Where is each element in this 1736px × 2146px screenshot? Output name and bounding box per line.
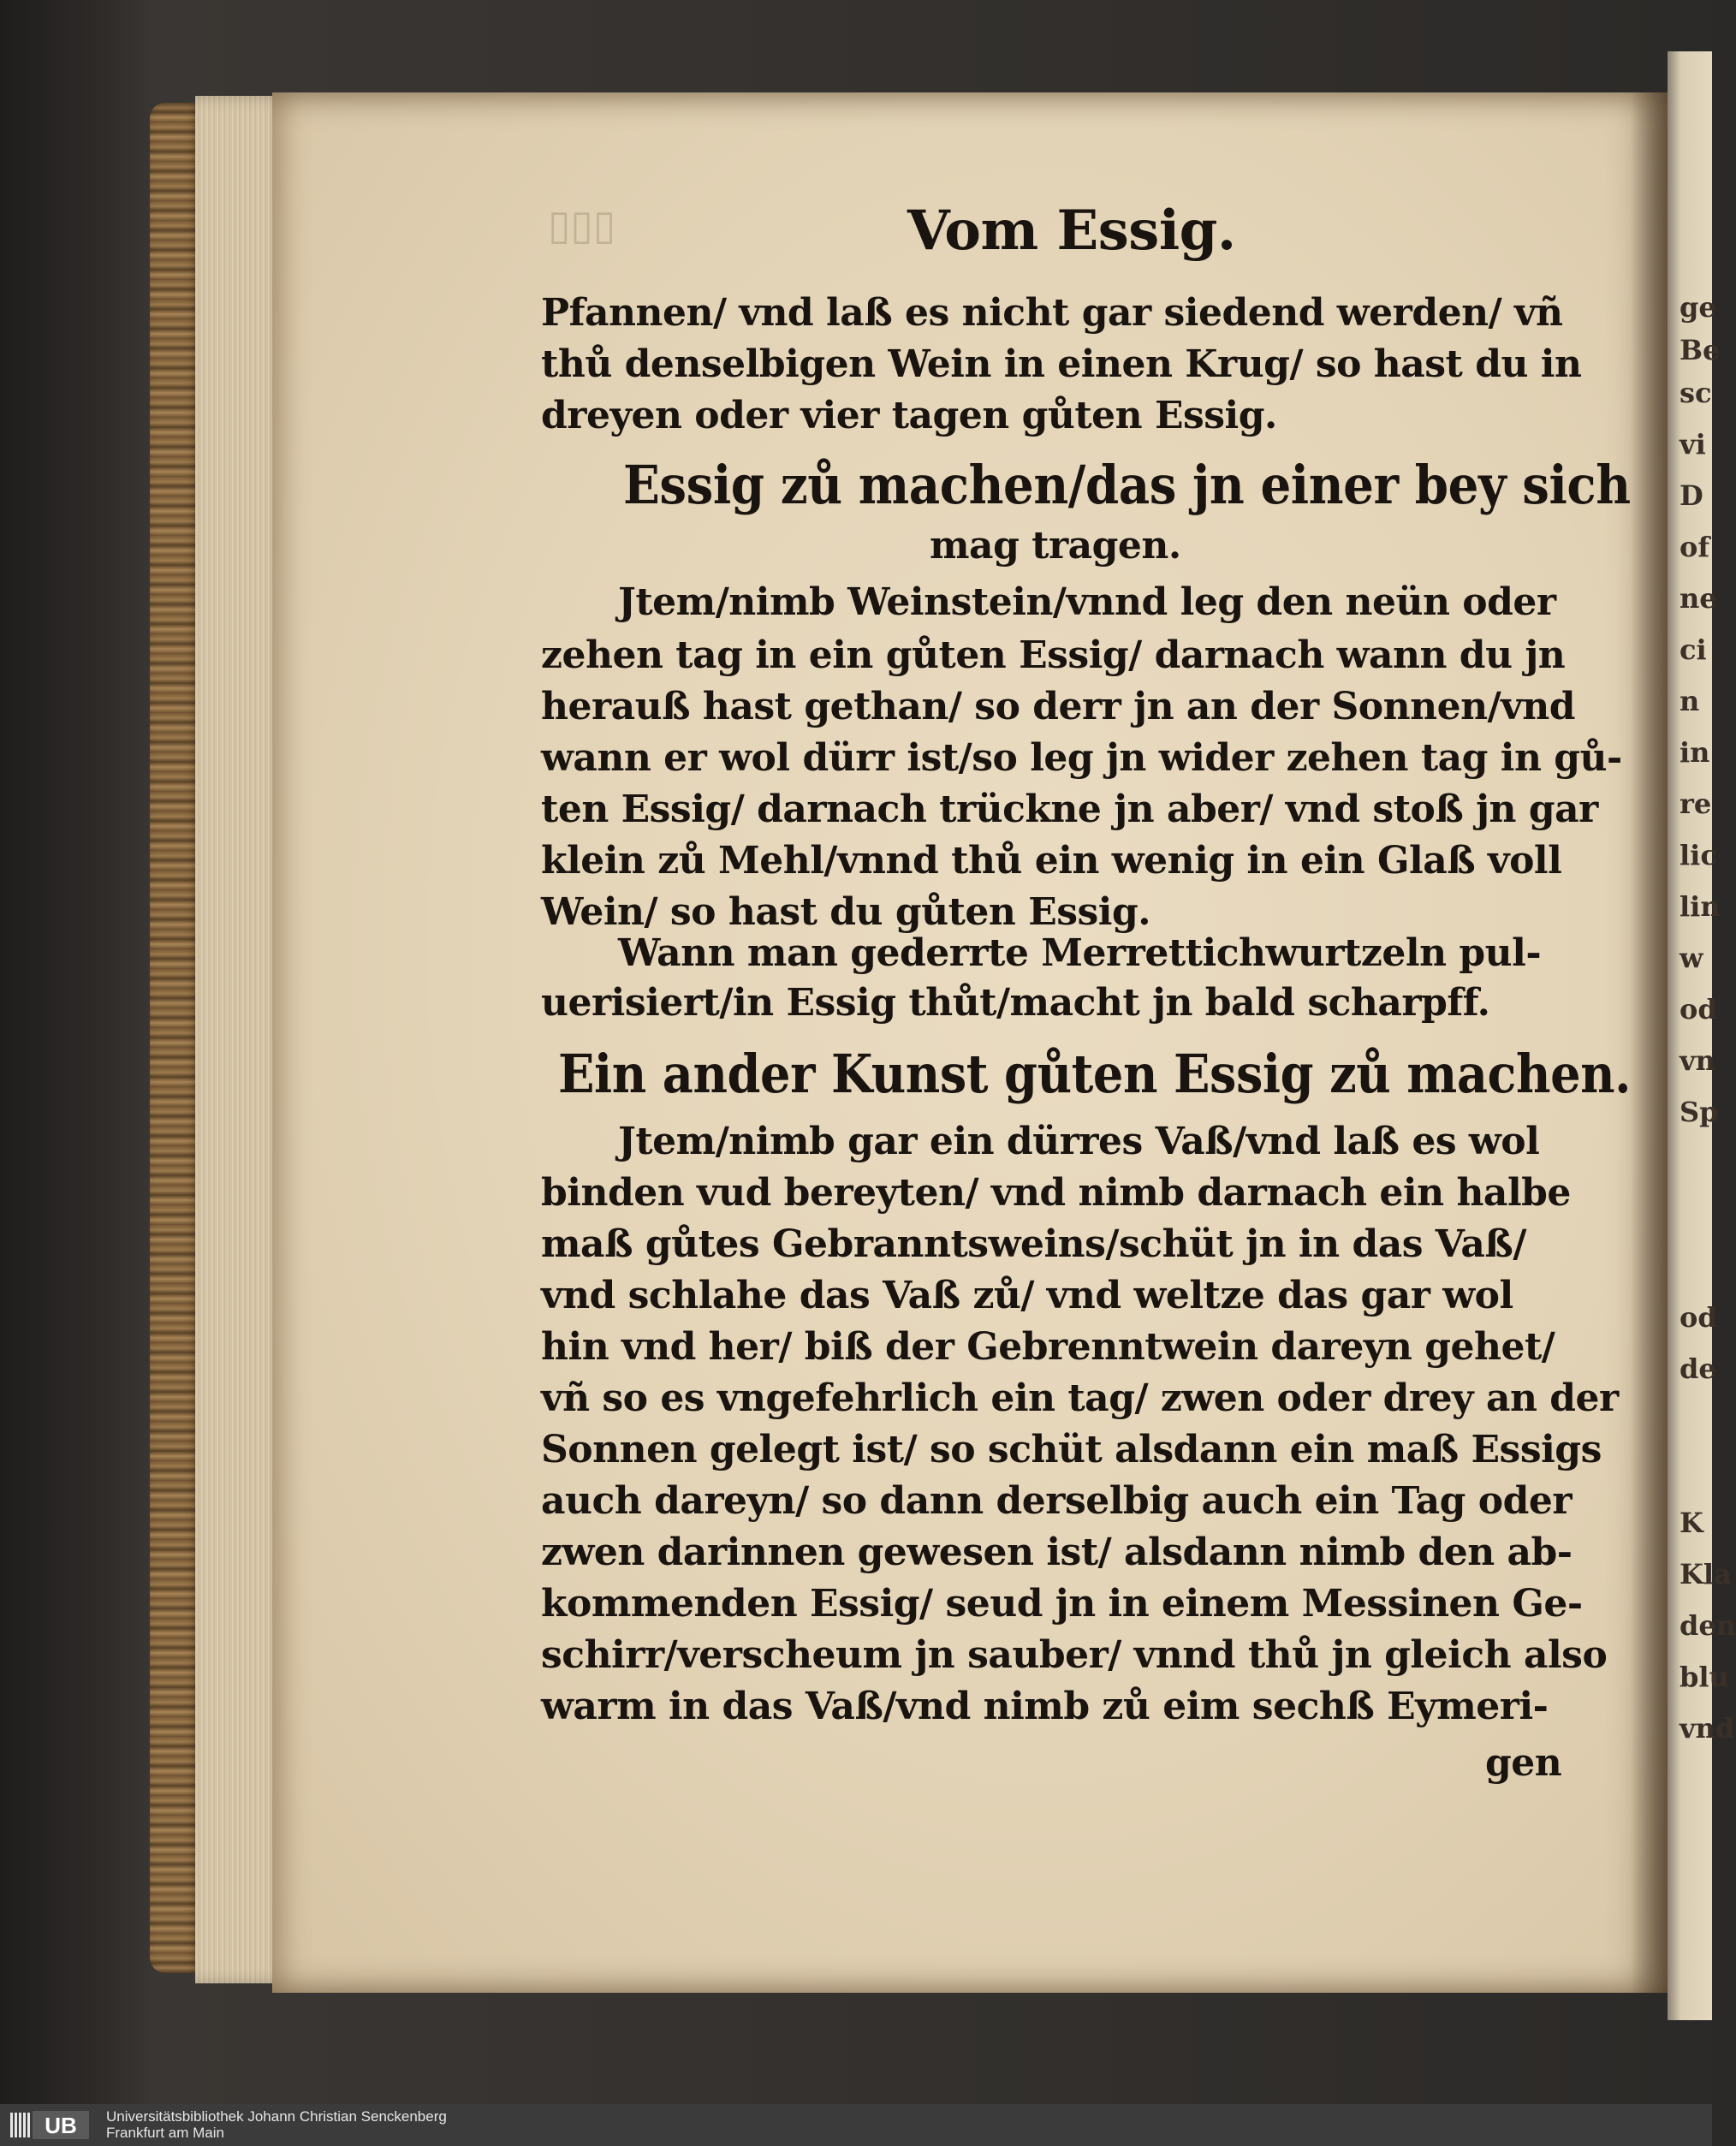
margin-fragment: n bbox=[1680, 685, 1700, 717]
text-line: Jtem/nimb gar ein dürres Vaß/vnd laß es wol bbox=[618, 1120, 1540, 1163]
text-line: wann er wol dürr ist/so leg jn wider zehen tag in gů- bbox=[541, 736, 1622, 780]
text-line: Jtem/nimb Weinstein/vnnd leg den neün oder bbox=[618, 580, 1556, 624]
section-heading: Essig zů machen/das jn einer bey sich bbox=[623, 454, 1631, 516]
margin-fragment: vi bbox=[1680, 428, 1706, 461]
text-line: Pfannen/ vnd laß es nicht gar siedend werden/ vñ bbox=[541, 291, 1563, 335]
text-line: Wann man gederrte Merrettichwurtzeln pul- bbox=[618, 931, 1542, 975]
margin-fragment: od bbox=[1680, 1301, 1717, 1334]
section-subheading: mag tragen. bbox=[930, 524, 1181, 568]
text-line: warm in das Vaß/vnd nimb zů eim sechß Eymeri- bbox=[541, 1685, 1549, 1728]
text-line: vnd schlahe das Vaß zů/ vnd weltze das gar wol bbox=[541, 1274, 1513, 1317]
text-line: binden vud bereyten/ vnd nimb darnach ein halbe bbox=[541, 1171, 1571, 1215]
book-spine bbox=[150, 103, 201, 1973]
svg-text:UB: UB bbox=[45, 2113, 77, 2138]
margin-fragment: K bbox=[1680, 1507, 1703, 1539]
text-line: zehen tag in ein gůten Essig/ darnach wann du jn bbox=[541, 633, 1566, 677]
margin-fragment: Be bbox=[1680, 334, 1721, 366]
margin-fragment: vn bbox=[1680, 1044, 1715, 1077]
footer-institution-city: Frankfurt am Main bbox=[106, 2125, 224, 2141]
text-line: klein zů Mehl/vnnd thů ein wenig in ein Glaß voll bbox=[541, 839, 1562, 883]
margin-fragment: in bbox=[1680, 736, 1710, 769]
margin-fragment: lic bbox=[1680, 839, 1717, 871]
section-heading: Ein ander Kunst gůten Essig zů machen. bbox=[558, 1043, 1632, 1105]
text-line: Wein/ so hast du gůten Essig. bbox=[541, 890, 1151, 934]
text-line: auch dareyn/ so dann derselbig auch ein Tag oder bbox=[541, 1479, 1573, 1523]
margin-fragment: od bbox=[1680, 993, 1717, 1025]
text-line: zwen darinnen gewesen ist/ alsdann nimb den ab- bbox=[541, 1531, 1573, 1574]
margin-fragment: de bbox=[1680, 1352, 1716, 1385]
text-line: vñ so es vngefehrlich ein tag/ zwen oder drey an der bbox=[541, 1376, 1619, 1420]
text-line: dreyen oder vier tagen gůten Essig. bbox=[541, 394, 1277, 437]
margin-fragment: Sp bbox=[1680, 1096, 1719, 1128]
margin-fragment: sc bbox=[1680, 377, 1712, 409]
running-title: Vom Essig. bbox=[907, 199, 1236, 263]
margin-fragment: ci bbox=[1680, 633, 1707, 666]
margin-fragment: D bbox=[1680, 479, 1703, 512]
text-line: hin vnd her/ biß der Gebrenntwein dareyn gehet/ bbox=[541, 1325, 1555, 1369]
margin-fragment: Kla bbox=[1680, 1558, 1732, 1590]
university-library-logo-icon[interactable] bbox=[9, 2109, 91, 2141]
text-line: Sonnen gelegt ist/ so schüt alsdann ein maß Essigs bbox=[541, 1428, 1602, 1471]
text-line: uerisiert/in Essig thůt/macht jn bald scharpff. bbox=[541, 981, 1490, 1025]
library-footer-bar bbox=[0, 2104, 1712, 2146]
footer-institution-name: Universitätsbibliothek Johann Christian Senckenberg bbox=[106, 2108, 447, 2125]
text-line: schirr/verscheum jn sauber/ vnnd thů jn gleich also bbox=[541, 1633, 1608, 1677]
margin-fragment: of bbox=[1680, 531, 1710, 563]
text-line: ten Essig/ darnach trückne jn aber/ vnd stoß jn gar bbox=[541, 788, 1598, 831]
margin-fragment: re bbox=[1680, 788, 1712, 820]
text-line: kommenden Essig/ seud jn in einem Messinen Ge- bbox=[541, 1582, 1583, 1626]
margin-fragment: ge bbox=[1680, 291, 1716, 324]
show-through-mark: ▯▯▯ bbox=[548, 201, 616, 249]
margin-fragment: vnd bbox=[1680, 1712, 1735, 1745]
text-line: herauß hast gethan/ so derr jn an der Sonnen/vnd bbox=[541, 685, 1575, 728]
margin-fragment: lin bbox=[1680, 890, 1721, 923]
margin-fragment: w bbox=[1680, 942, 1703, 974]
text-line: maß gůtes Gebranntsweins/schüt jn in das Vaß/ bbox=[541, 1222, 1526, 1266]
margin-fragment: ne bbox=[1680, 582, 1717, 615]
margin-fragment: den bbox=[1680, 1609, 1736, 1642]
margin-fragment: blu bbox=[1680, 1661, 1729, 1693]
catchword: gen bbox=[1485, 1741, 1562, 1785]
text-line: thů denselbigen Wein in einen Krug/ so hast du in bbox=[541, 342, 1582, 386]
